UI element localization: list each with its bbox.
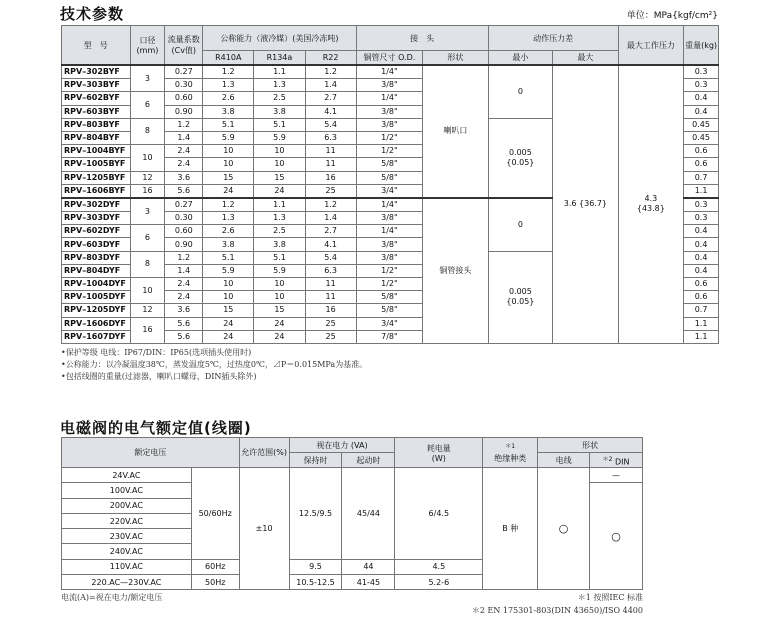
table-cell-cv: 2.4 xyxy=(165,278,203,291)
table-cell-r22: 16 xyxy=(305,304,356,317)
table-cell-od: 3/8" xyxy=(356,238,423,251)
table-cell-cv: 0.90 xyxy=(165,238,203,251)
table-cell-r410a: 15 xyxy=(203,304,254,317)
table-cell-weight: 0.3 xyxy=(684,212,719,225)
voltage-cell: 240V.AC xyxy=(62,544,192,559)
footnote-din: ＊2 EN 175301-803(DIN 43650)/ISO 4400 xyxy=(471,606,643,615)
table-cell-r410a: 10 xyxy=(203,291,254,304)
table-cell-shape: 铜管接头 xyxy=(423,198,488,344)
table-cell-od: 5/8" xyxy=(356,171,423,184)
header-capacity: 公称能力（液冷媒）(美国冷冻吨) xyxy=(203,26,356,51)
table-cell-r410a: 10 xyxy=(203,278,254,291)
table-cell-r410a: 5.9 xyxy=(203,264,254,277)
table-cell-r22: 25 xyxy=(305,317,356,330)
header-maxp: 最大工作压力 xyxy=(618,26,683,66)
table-cell-cv: 0.27 xyxy=(165,65,203,79)
header-start: 起动时 xyxy=(342,453,395,468)
table-cell-r22: 5.4 xyxy=(305,251,356,264)
table-cell-r410a: 24 xyxy=(203,184,254,198)
table-cell-cv: 2.4 xyxy=(165,291,203,304)
table-cell-r134a: 5.9 xyxy=(254,264,305,277)
table-cell-r134a: 10 xyxy=(254,278,305,291)
table-cell-port: 12 xyxy=(130,304,165,317)
table-cell-od: 5/8" xyxy=(356,291,423,304)
voltage-cell: 110V.AC xyxy=(62,559,192,574)
header-cv: 流量系数(Cv值) xyxy=(165,26,203,66)
header-od: 铜管尺寸 O.D. xyxy=(356,51,423,66)
table-cell-model: RPV–803DYF xyxy=(62,251,131,264)
table-cell-model: RPV–1004DYF xyxy=(62,278,131,291)
table-cell-r410a: 5.9 xyxy=(203,131,254,144)
table-cell-r22: 4.1 xyxy=(305,238,356,251)
header-tolerance: 允许范围(%) xyxy=(239,438,289,468)
table-cell-r22: 1.4 xyxy=(305,79,356,92)
table-cell-weight: 0.4 xyxy=(684,105,719,118)
table-cell-port: 3 xyxy=(130,65,165,92)
insulation-cell: B 种 xyxy=(483,468,538,590)
footnote-mark-1: ＊1 xyxy=(505,442,516,450)
start-cell: 45/44 xyxy=(342,468,395,560)
table-cell-r22: 1.2 xyxy=(305,65,356,79)
table-cell-weight: 0.3 xyxy=(684,198,719,212)
table-cell-weight: 1.1 xyxy=(684,317,719,330)
table-cell-r22: 6.3 xyxy=(305,264,356,277)
wire-symbol-cell: ○ xyxy=(538,468,590,590)
table-cell-model: RPV–1607DYF xyxy=(62,330,131,343)
specs-table xyxy=(61,25,719,344)
table-cell-model: RPV–302BYF xyxy=(62,65,131,79)
table-cell-od: 3/8" xyxy=(356,251,423,264)
table-cell-r134a: 5.1 xyxy=(254,251,305,264)
header-din xyxy=(590,453,643,468)
table-cell-r22: 6.3 xyxy=(305,131,356,144)
table-cell-od: 3/8" xyxy=(356,79,423,92)
table-cell-r134a: 10 xyxy=(254,145,305,158)
table-cell-maxp: 4.3 {43.8} xyxy=(618,65,683,343)
section-title-electrical: 电磁阀的电气额定值(线圈) xyxy=(60,419,252,437)
table-cell-r134a: 2.5 xyxy=(254,92,305,105)
header-min: 最小 xyxy=(488,51,552,66)
table-cell-r410a: 15 xyxy=(203,171,254,184)
table-cell-r134a: 5.9 xyxy=(254,131,305,144)
voltage-cell: 200V.AC xyxy=(62,498,192,513)
table-cell-weight: 0.4 xyxy=(684,225,719,238)
header-joint: 接 头 xyxy=(356,26,488,51)
table-cell-r134a: 1.1 xyxy=(254,198,305,212)
table-cell-r134a: 10 xyxy=(254,158,305,171)
header-diffp: 动作压力差 xyxy=(488,26,618,51)
table-cell-port: 10 xyxy=(130,145,165,171)
voltage-cell: 100V.AC xyxy=(62,483,192,498)
table-cell-r410a: 2.6 xyxy=(203,92,254,105)
table-cell-r22: 16 xyxy=(305,171,356,184)
header-max: 最大 xyxy=(553,51,618,66)
table-cell-model: RPV–603DYF xyxy=(62,238,131,251)
table-cell-min: 0 xyxy=(488,65,552,118)
table-cell-r134a: 24 xyxy=(254,317,305,330)
voltage-cell: 220V.AC xyxy=(62,513,192,528)
table-cell-od: 3/8" xyxy=(356,105,423,118)
table-cell-r22: 5.4 xyxy=(305,118,356,131)
table-cell-port: 6 xyxy=(130,225,165,251)
table-cell-model: RPV–303DYF xyxy=(62,212,131,225)
table-cell-cv: 5.6 xyxy=(165,184,203,198)
table-cell-weight: 0.3 xyxy=(684,79,719,92)
table-cell-r22: 25 xyxy=(305,184,356,198)
table-cell-r134a: 15 xyxy=(254,171,305,184)
table-cell-port: 8 xyxy=(130,251,165,277)
table-cell-weight: 0.4 xyxy=(684,264,719,277)
table-cell-od: 1/4" xyxy=(356,92,423,105)
table-cell-port: 16 xyxy=(130,317,165,343)
table-cell-r134a: 24 xyxy=(254,184,305,198)
table-cell-cv: 1.4 xyxy=(165,264,203,277)
table-cell-cv: 1.2 xyxy=(165,251,203,264)
table-cell-od: 3/8" xyxy=(356,212,423,225)
table-cell-weight: 0.4 xyxy=(684,92,719,105)
table-cell-model: RPV–603BYF xyxy=(62,105,131,118)
table-cell-cv: 0.60 xyxy=(165,225,203,238)
table-cell-weight: 0.4 xyxy=(684,251,719,264)
table-cell-cv: 0.30 xyxy=(165,212,203,225)
header-hold: 保持时 xyxy=(289,453,342,468)
table-cell-od: 5/8" xyxy=(356,158,423,171)
freq-cell: 50Hz xyxy=(191,575,239,590)
table-cell-weight: 0.45 xyxy=(684,131,719,144)
table-cell-r22: 11 xyxy=(305,145,356,158)
spec-notes xyxy=(61,347,367,383)
table-cell-od: 1/4" xyxy=(356,65,423,79)
table-cell-model: RPV–1205DYF xyxy=(62,304,131,317)
din-symbol-cell: ○ xyxy=(590,483,643,590)
table-cell-r410a: 24 xyxy=(203,317,254,330)
header-model: 型 号 xyxy=(62,26,131,66)
table-cell-od: 1/2" xyxy=(356,278,423,291)
table-cell-r134a: 15 xyxy=(254,304,305,317)
header-port: 口径(mm) xyxy=(130,26,165,66)
table-cell-r22: 11 xyxy=(305,158,356,171)
table-cell-r410a: 10 xyxy=(203,145,254,158)
hold-cell: 12.5/9.5 xyxy=(289,468,342,560)
header-insulation-label: 绝缘种类 xyxy=(494,454,527,464)
hold-cell: 9.5 xyxy=(289,559,342,574)
table-cell-model: RPV–602BYF xyxy=(62,92,131,105)
table-cell-model: RPV–1005BYF xyxy=(62,158,131,171)
footnote-current: 电流(A)=视在电力/额定电压 xyxy=(61,593,163,602)
table-cell-model: RPV–602DYF xyxy=(62,225,131,238)
voltage-cell: 24V.AC xyxy=(62,468,192,483)
table-cell-model: RPV–804DYF xyxy=(62,264,131,277)
table-cell-r410a: 5.1 xyxy=(203,118,254,131)
table-cell-weight: 0.3 xyxy=(684,65,719,79)
table-cell-weight: 0.6 xyxy=(684,145,719,158)
table-cell-r134a: 2.5 xyxy=(254,225,305,238)
start-cell: 44 xyxy=(342,559,395,574)
table-cell-port: 16 xyxy=(130,184,165,198)
header-voltage: 额定电压 xyxy=(62,438,240,468)
table-cell-shape: 喇叭口 xyxy=(423,65,488,198)
table-cell-cv: 0.90 xyxy=(165,105,203,118)
power-cell: 5.2-6 xyxy=(395,575,483,590)
table-cell-weight: 1.1 xyxy=(684,330,719,343)
header-weight: 重量(kg) xyxy=(684,26,719,66)
start-cell: 41-45 xyxy=(342,575,395,590)
note-capacity: •公称能力：以冷凝温度38℃，蒸发温度5℃，过热度0℃，⊿P＝0.015MPa为基准。 xyxy=(61,360,368,369)
table-cell-r22: 25 xyxy=(305,330,356,343)
table-cell-r22: 4.1 xyxy=(305,105,356,118)
table-cell-cv: 2.4 xyxy=(165,145,203,158)
table-cell-min: 0.005 {0.05} xyxy=(488,251,552,343)
table-cell-weight: 0.6 xyxy=(684,291,719,304)
table-cell-r410a: 1.2 xyxy=(203,198,254,212)
table-cell-model: RPV–302DYF xyxy=(62,198,131,212)
table-cell-od: 3/4" xyxy=(356,184,423,198)
table-cell-cv: 0.27 xyxy=(165,198,203,212)
table-cell-weight: 0.4 xyxy=(684,238,719,251)
header-shape: 形状 xyxy=(538,438,643,453)
table-cell-r410a: 1.2 xyxy=(203,65,254,79)
freq-cell: 60Hz xyxy=(191,559,239,574)
tolerance-cell: ±10 xyxy=(239,468,289,590)
table-cell-cv: 3.6 xyxy=(165,171,203,184)
power-cell: 4.5 xyxy=(395,559,483,574)
table-cell-r134a: 5.1 xyxy=(254,118,305,131)
section-title-specs: 技术参数 xyxy=(60,5,125,23)
table-cell-r134a: 3.8 xyxy=(254,105,305,118)
table-cell-od: 3/4" xyxy=(356,317,423,330)
table-cell-max: 3.6 {36.7} xyxy=(553,65,618,343)
table-cell-r410a: 1.3 xyxy=(203,212,254,225)
voltage-cell: 220.AC—230V.AC xyxy=(62,575,192,590)
table-cell-model: RPV–1205BYF xyxy=(62,171,131,184)
table-cell-model: RPV–1004BYF xyxy=(62,145,131,158)
table-cell-od: 3/8" xyxy=(356,118,423,131)
table-cell-weight: 0.7 xyxy=(684,171,719,184)
footnote-mark-2: ＊2 xyxy=(602,455,613,463)
table-cell-cv: 5.6 xyxy=(165,330,203,343)
header-r22: R22 xyxy=(305,51,356,66)
header-apparent: 视在电力 (VA) xyxy=(289,438,395,453)
table-cell-min: 0 xyxy=(488,198,552,251)
table-cell-cv: 5.6 xyxy=(165,317,203,330)
table-cell-weight: 1.1 xyxy=(684,184,719,198)
table-cell-model: RPV–1606DYF xyxy=(62,317,131,330)
table-cell-od: 1/2" xyxy=(356,264,423,277)
table-cell-model: RPV–804BYF xyxy=(62,131,131,144)
voltage-cell: 230V.AC xyxy=(62,529,192,544)
table-cell-cv: 3.6 xyxy=(165,304,203,317)
table-cell-r22: 1.4 xyxy=(305,212,356,225)
header-r134a: R134a xyxy=(254,51,305,66)
table-cell-cv: 0.60 xyxy=(165,92,203,105)
table-cell-od: 7/8" xyxy=(356,330,423,343)
table-cell-r410a: 3.8 xyxy=(203,105,254,118)
table-cell-r410a: 24 xyxy=(203,330,254,343)
table-cell-cv: 2.4 xyxy=(165,158,203,171)
header-insulation xyxy=(483,438,538,468)
table-cell-od: 1/2" xyxy=(356,131,423,144)
table-cell-od: 5/8" xyxy=(356,304,423,317)
table-cell-od: 1/2" xyxy=(356,145,423,158)
table-cell-r410a: 3.8 xyxy=(203,238,254,251)
note-protection: •保护等级 电线：IP67/DIN：IP65(选项插头使用时) xyxy=(61,348,252,357)
freq-cell: 50/60Hz xyxy=(191,468,239,560)
table-cell-od: 1/4" xyxy=(356,225,423,238)
table-cell-r22: 1.2 xyxy=(305,198,356,212)
header-r410a: R410A xyxy=(203,51,254,66)
table-cell-model: RPV–1606BYF xyxy=(62,184,131,198)
table-cell-weight: 0.6 xyxy=(684,278,719,291)
header-wire: 电线 xyxy=(538,453,590,468)
table-cell-r134a: 1.3 xyxy=(254,79,305,92)
table-cell-model: RPV–1005DYF xyxy=(62,291,131,304)
table-cell-r134a: 24 xyxy=(254,330,305,343)
header-din-label: DIN xyxy=(614,457,630,467)
table-cell-r22: 11 xyxy=(305,291,356,304)
table-cell-weight: 0.6 xyxy=(684,158,719,171)
table-cell-r22: 2.7 xyxy=(305,225,356,238)
table-cell-weight: 0.45 xyxy=(684,118,719,131)
table-cell-r410a: 5.1 xyxy=(203,251,254,264)
table-cell-r134a: 10 xyxy=(254,291,305,304)
table-cell-r134a: 1.3 xyxy=(254,212,305,225)
hold-cell: 10.5-12.5 xyxy=(289,575,342,590)
electrical-table xyxy=(61,437,643,590)
table-cell-port: 10 xyxy=(130,278,165,304)
din-dash-cell: — xyxy=(590,468,643,483)
table-cell-cv: 1.2 xyxy=(165,118,203,131)
footnote-iec: ＊1 按照IEC 标准 xyxy=(577,593,643,602)
power-cell: 6/4.5 xyxy=(395,468,483,560)
table-cell-r410a: 10 xyxy=(203,158,254,171)
table-cell-port: 3 xyxy=(130,198,165,225)
note-weight: •包括线圈的重量(过滤器，喇叭口螺母，DIN插头除外) xyxy=(61,372,257,381)
table-cell-r134a: 3.8 xyxy=(254,238,305,251)
table-cell-port: 12 xyxy=(130,171,165,184)
table-cell-port: 8 xyxy=(130,118,165,144)
table-cell-r410a: 2.6 xyxy=(203,225,254,238)
table-cell-model: RPV–803BYF xyxy=(62,118,131,131)
table-cell-r22: 11 xyxy=(305,278,356,291)
header-power: 耗电量(W) xyxy=(395,438,483,468)
header-shape: 形状 xyxy=(423,51,488,66)
table-cell-r134a: 1.1 xyxy=(254,65,305,79)
table-cell-min: 0.005 {0.05} xyxy=(488,118,552,198)
table-cell-cv: 0.30 xyxy=(165,79,203,92)
table-cell-od: 1/4" xyxy=(356,198,423,212)
table-cell-weight: 0.7 xyxy=(684,304,719,317)
table-cell-cv: 1.4 xyxy=(165,131,203,144)
unit-label: 单位：MPa{kgf/cm²} xyxy=(626,11,718,21)
table-cell-model: RPV–303BYF xyxy=(62,79,131,92)
table-cell-r22: 2.7 xyxy=(305,92,356,105)
table-cell-port: 6 xyxy=(130,92,165,118)
table-cell-r410a: 1.3 xyxy=(203,79,254,92)
